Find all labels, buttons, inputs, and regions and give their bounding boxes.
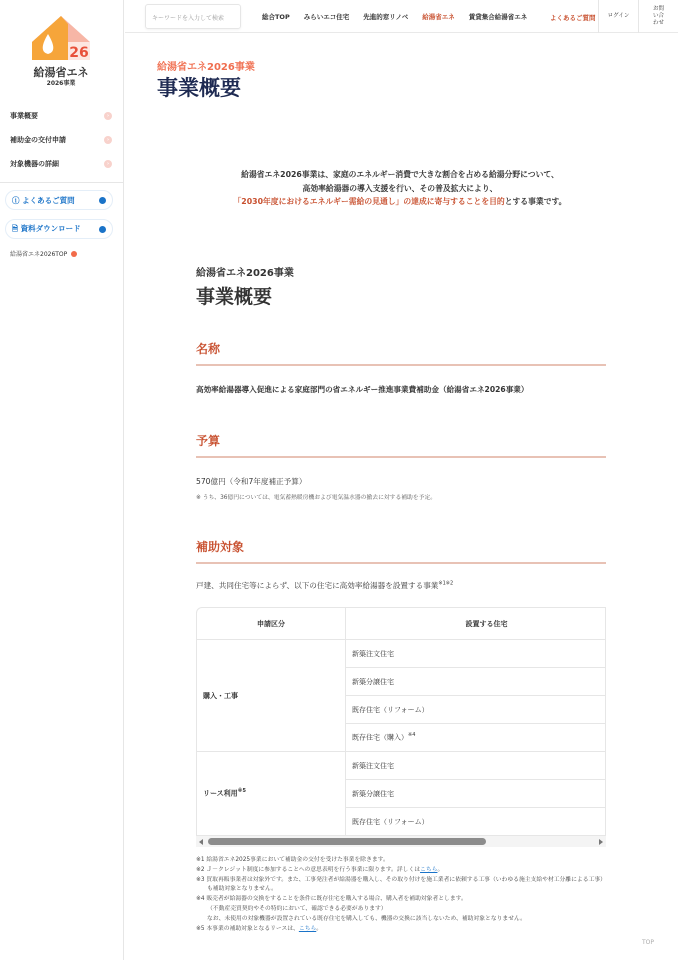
program-name: 高効率給湯器導入促進による家庭部門の省エネルギー推進事業費補助金（給湯省エネ2026事業）: [196, 385, 529, 394]
nav-item-mirai[interactable]: みらいエコ住宅: [303, 13, 350, 21]
footnote: ※4 販売者が給湯器の交換をすることを条件に既存住宅を購入する場合、購入者を補助対象者とします。: [196, 896, 467, 903]
nav-item-rental[interactable]: 賃貸集合給湯省エネ: [468, 13, 528, 21]
footnote: ※3 買取再販事業者は対象外です。また、工事発注者が給湯器を購入し、その取り付けを施工業者に依頼する工事（いわゆる施主支給や材工分離による工事）も補助対象となりません。: [196, 876, 606, 893]
svg-text:26: 26: [69, 45, 89, 61]
sidebar: [0, 0, 124, 960]
table-cell: 既存住宅（リフォーム）: [346, 808, 606, 836]
nav-item-window[interactable]: 先進的窓リノベ: [363, 13, 409, 21]
chevron-right-icon: [71, 251, 77, 257]
page-title: 事業概要: [157, 76, 241, 100]
sidebar-item-application[interactable]: [0, 128, 123, 152]
intro-line-end: とする事業です。: [504, 197, 567, 206]
intro-text: [180, 168, 620, 209]
target-table: [196, 607, 606, 837]
footnotes: [196, 856, 610, 934]
logo-subtitle: 2026事業: [46, 80, 76, 87]
document-icon: 🗎: [12, 223, 19, 233]
nav-item-top[interactable]: 総合TOP: [262, 13, 290, 21]
footnote: ※5 本事業の補助対象となるリースは、こちら。: [196, 925, 323, 932]
table-cell-category: 購入・工事: [197, 640, 346, 752]
lease-link[interactable]: こちら: [298, 925, 317, 932]
table-cell: 新築注文住宅: [346, 640, 606, 668]
footnote: （不動産売買契約やその特約において、確認できる必要があります）: [207, 905, 387, 912]
sidebar-nav: [0, 104, 123, 183]
sidebar-item-label: 補助金の交付申請: [10, 136, 66, 144]
chevron-right-icon: [99, 197, 106, 204]
footnote: ※2 Ｊ－クレジット制度に参加することへの意思表明を行う事業に限ります。詳しくはこちら。: [196, 866, 444, 873]
chevron-right-icon: ›: [104, 112, 112, 120]
sidebar-item-devices[interactable]: [0, 152, 123, 176]
table-header: 設置する住宅: [346, 608, 606, 640]
header-nav: [262, 12, 527, 21]
table-scrollbar[interactable]: [196, 836, 606, 847]
target-text: [196, 580, 606, 591]
logo-title: 給湯省エネ: [33, 66, 89, 79]
table-cell: 新築分譲住宅: [346, 780, 606, 808]
intro-line: 給湯省エネ2026事業は、家庭のエネルギー消費で大きな割合を占める給湯分野について、: [241, 170, 559, 179]
table-cell: 新築注文住宅: [346, 752, 606, 780]
table-header-row: [197, 608, 606, 640]
scroll-left-icon[interactable]: [199, 839, 203, 845]
intro-highlight: 「2030年度におけるエネルギー需給の見通し」の達成に寄与することを目的: [233, 197, 505, 206]
logo[interactable]: [28, 14, 94, 86]
name-heading: 名称: [196, 340, 606, 366]
section-eyebrow: 給湯省エネ2026事業: [196, 268, 294, 279]
header: [125, 0, 678, 33]
back-to-top-button[interactable]: TOP: [642, 939, 655, 946]
login-button[interactable]: ログイン: [598, 0, 638, 33]
budget-note: ※ うち、36億円については、電気蓄熱暖房機および電気温水器の撤去に対する補助を予定。: [196, 495, 437, 501]
footnote: なお、未使用の対象機器が設置されている既存住宅を購入しても、機器の交換に該当しないため、補助対象となりません。: [207, 915, 526, 922]
scrollbar-thumb[interactable]: [208, 838, 486, 845]
table-cell: 既存住宅（リフォーム）: [346, 696, 606, 724]
target-sup: ※1※2: [438, 580, 454, 587]
sidebar-item-label: 対象機器の詳細: [10, 160, 59, 168]
intro-line: 高効率給湯器の導入支援を行い、その普及拡大により、: [302, 183, 498, 193]
logo-house-icon: [28, 14, 94, 62]
table-cell-category: リース利用$^{※5}$: [197, 752, 346, 836]
contact-button[interactable]: お問い合わせ: [638, 0, 678, 33]
table-cell: 既存住宅（購入）$^{※4}$: [346, 724, 606, 752]
table-header: 申請区分: [197, 608, 346, 640]
search-input[interactable]: キーワードを入力して検索: [145, 4, 241, 29]
table-row: [197, 640, 606, 668]
budget-heading: 予算: [196, 432, 606, 458]
download-label: 資料ダウンロード: [20, 223, 81, 233]
table-cell: 新築分譲住宅: [346, 668, 606, 696]
question-icon: ⓘ: [12, 195, 20, 205]
sidebar-item-label: 事業概要: [10, 112, 38, 120]
target-text-body: 戸建、共同住宅等によらず、以下の住宅に高効率給湯器を設置する事業: [196, 581, 439, 590]
page-subtitle: 給湯省エネ2026事業: [157, 62, 255, 73]
budget-amount: 570億円（令和7年度補正予算）: [196, 477, 307, 486]
chevron-right-icon: ›: [104, 136, 112, 144]
chevron-right-icon: [99, 226, 106, 233]
footnote: ※1 給湯省エネ2025事業において補助金の交付を受けた事業を除きます。: [196, 857, 389, 863]
top-link[interactable]: [10, 249, 77, 258]
chevron-right-icon: ›: [104, 160, 112, 168]
download-button[interactable]: [5, 219, 113, 239]
sidebar-item-overview[interactable]: [0, 104, 123, 128]
section-title: 事業概要: [196, 286, 273, 308]
faq-label: よくあるご質問: [22, 195, 75, 205]
target-heading: 補助対象: [196, 538, 606, 564]
header-faq-link[interactable]: よくあるご質問: [550, 14, 596, 22]
nav-item-kyuto[interactable]: 給湯省エネ: [422, 13, 455, 21]
top-link-label: 給湯省エネ2026TOP: [10, 251, 68, 258]
details-link[interactable]: こちら: [420, 866, 438, 873]
faq-button[interactable]: [5, 190, 113, 210]
scroll-right-icon[interactable]: [599, 839, 603, 845]
table-row: [197, 752, 606, 780]
intro-line: [180, 195, 620, 209]
